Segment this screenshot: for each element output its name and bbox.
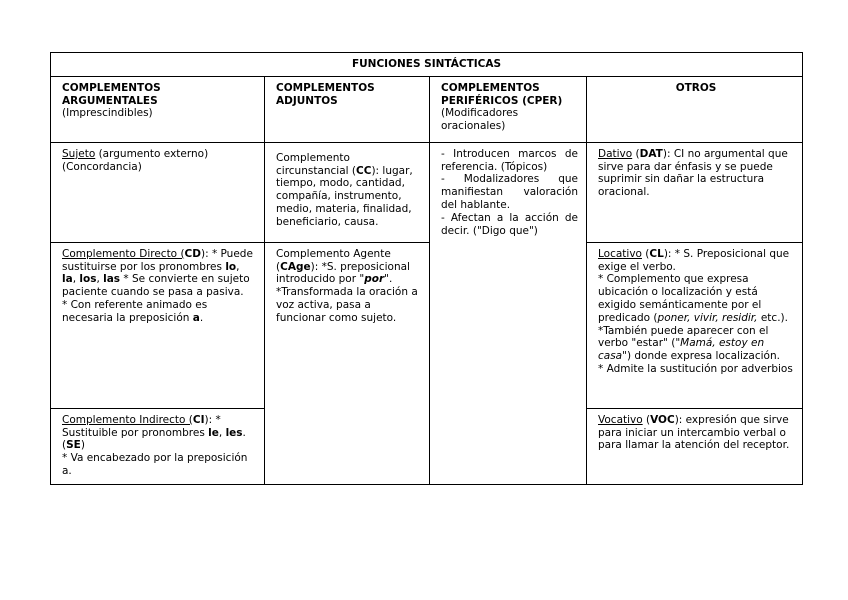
header-perifericos (430, 76, 587, 142)
header-adjuntos-title: COMPLEMENTOS ADJUNTOS (276, 81, 375, 107)
cell-vocativo: Vocativo (VOC): expresión que sirve para iniciar un intercambio verbal o para llamar la atención del receptor. (587, 408, 803, 484)
cell-cper: - Introducen marcos de referencia. (Tópicos) - Modalizadores que manifiestan valoración del hablante. - Afectan a la acción de decir. ("Digo que") (430, 142, 587, 484)
header-perifericos-title: COMPLEMENTOS PERIFÉRICOS (CPER) (441, 81, 563, 107)
cell-cd: Complemento Directo (CD): * Puede sustituirse por los pronombres lo, la, los, las * Se convierte en sujeto paciente cuando se pasa a pasiva. * Con referente animado es necesaria la preposición a. (51, 242, 265, 408)
table-title: FUNCIONES SINTÁCTICAS (51, 53, 803, 77)
header-otros (587, 76, 803, 142)
header-argumentales (51, 76, 265, 142)
cell-dativo: Dativo (DAT): CI no argumental que sirve para dar énfasis y se puede suprimir sin dañar la estructura oracional. (587, 142, 803, 242)
header-argumentales-sub: (Imprescindibles) (62, 107, 153, 120)
header-perifericos-sub: (Modificadores oracionales) (441, 107, 519, 133)
syntax-functions-table (50, 52, 803, 485)
cell-ci: Complemento Indirecto (CI): * Sustituible por pronombres le, les. (SE) * Va encabezado por la preposición a. (51, 408, 265, 484)
cell-cagente: Complemento Agente (CAge): *S. preposicional introducido por "por". *Transformada la oración a voz activa, pasa a funcionar como sujeto. (265, 242, 430, 484)
cell-cc: Complemento circunstancial (CC): lugar, tiempo, modo, cantidad, compañía, instrumento, medio, materia, finalidad, beneficiario, causa. (265, 142, 430, 242)
cell-sujeto: Sujeto (argumento externo) (Concordancia) (51, 142, 265, 242)
header-otros-title: OTROS (675, 81, 717, 94)
header-adjuntos (265, 76, 430, 142)
cell-locativo: Locativo (CL): * S. Preposicional que exige el verbo. * Complemento que expresa ubicación o localización y está exigido semánticamente por el predicado (poner, vivir, residir, etc.). *También puede aparecer con el verbo "estar" ("Mamá, estoy en casa") donde expresa localización. * Admite la sustitución por adverbios (587, 242, 803, 408)
header-argumentales-title: COMPLEMENTOS ARGUMENTALES (62, 81, 161, 107)
sujeto-label: Sujeto (62, 147, 96, 160)
